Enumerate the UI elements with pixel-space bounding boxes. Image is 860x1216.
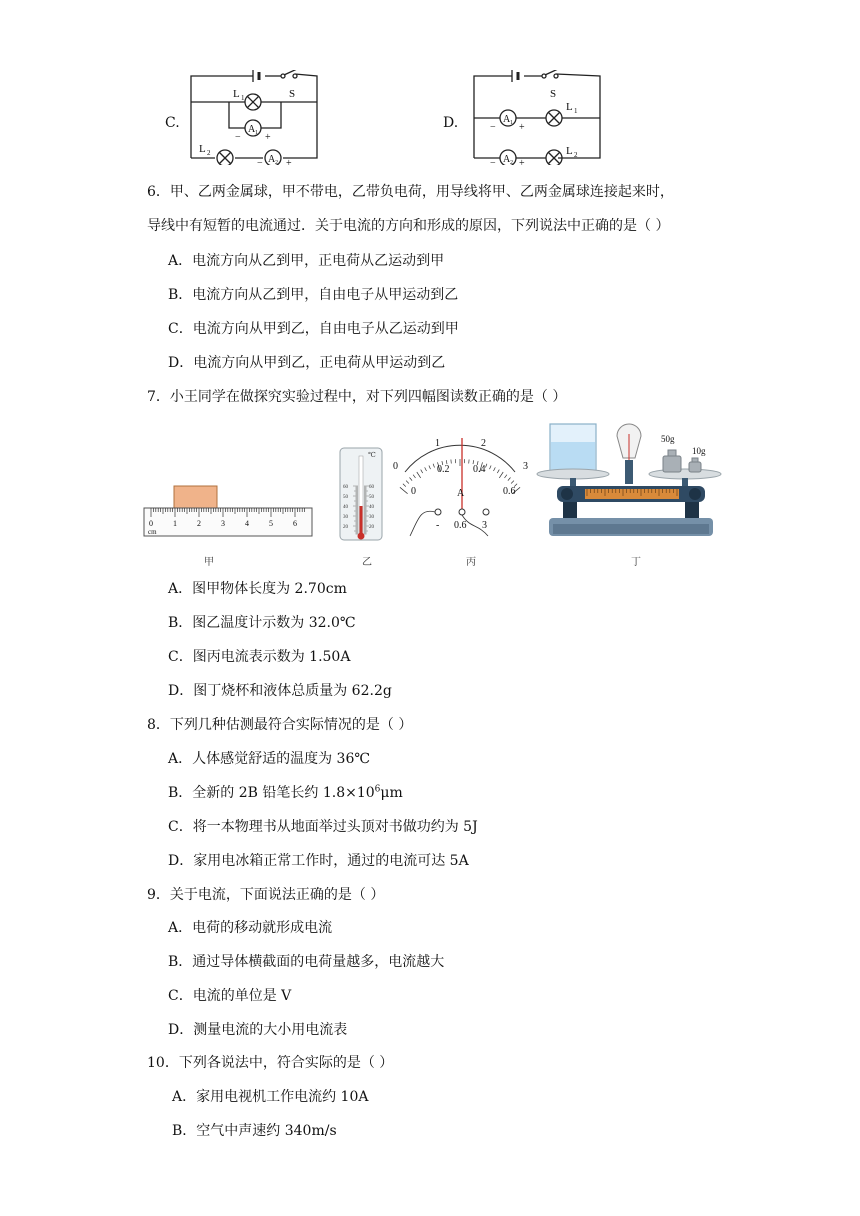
- svg-text:+: +: [286, 158, 292, 165]
- svg-text:50: 50: [369, 495, 374, 500]
- question-8-option-b: B．全新的 2B 铅笔长约 $1.8\times 10^6\mu m$: [168, 784, 403, 801]
- label-l2: L: [199, 143, 206, 155]
- svg-text:40: 40: [369, 505, 374, 510]
- svg-text:2: 2: [481, 438, 486, 449]
- question-8-option-a: A．人体感觉舒适的温度为 36℃: [168, 751, 371, 767]
- label-l1: L: [233, 88, 240, 100]
- question-6-option-d: D．电流方向从甲到乙，正电荷从甲运动到乙: [168, 355, 446, 371]
- svg-text:3: 3: [523, 461, 528, 472]
- svg-text:20: 20: [343, 525, 348, 530]
- svg-text:−: −: [235, 132, 241, 143]
- question-7-option-b: B．图乙温度计示数为 32.0℃: [168, 615, 356, 631]
- svg-text:2: 2: [207, 149, 211, 157]
- balance-figure: [535, 420, 725, 542]
- svg-text:10g: 10g: [692, 446, 706, 456]
- question-9-stem: 9．关于电流，下面说法正确的是（ ）: [147, 887, 385, 903]
- svg-text:40: 40: [343, 505, 348, 510]
- svg-text:2: 2: [197, 519, 201, 528]
- label-s: S: [289, 88, 296, 100]
- svg-text:20: 20: [369, 525, 374, 530]
- question-7-option-d: D．图丁烧杯和液体总质量为 62.2g: [168, 683, 392, 699]
- svg-text:6: 6: [293, 519, 297, 528]
- svg-text:1: 1: [435, 438, 440, 449]
- svg-text:A: A: [503, 154, 511, 165]
- ammeter-dial-figure: [390, 432, 530, 542]
- svg-text:30: 30: [343, 515, 348, 520]
- svg-text:2: 2: [574, 151, 578, 159]
- question-9-option-a: A．电荷的移动就形成电流: [168, 920, 333, 936]
- svg-text:1: 1: [241, 94, 245, 102]
- svg-text:+: +: [265, 132, 271, 143]
- svg-text:0: 0: [149, 519, 153, 528]
- svg-text:0.4: 0.4: [473, 464, 486, 475]
- question-8-stem: 8．下列几种估测最符合实际情况的是（ ）: [147, 717, 413, 733]
- figure-caption-jia: 甲: [204, 557, 214, 568]
- weight-50g-icon: [663, 456, 681, 472]
- circuit-diagram-d: [468, 70, 608, 165]
- question-10-stem: 10．下列各说法中，符合实际的是（ ）: [147, 1055, 394, 1071]
- svg-text:A: A: [248, 124, 256, 135]
- svg-text:-: -: [436, 520, 440, 531]
- svg-text:0: 0: [393, 461, 398, 472]
- svg-text:A: A: [268, 154, 276, 165]
- svg-text:0.2: 0.2: [437, 464, 450, 475]
- svg-text:4: 4: [245, 519, 249, 528]
- question-9-option-c: C．电流的单位是 V: [168, 988, 292, 1004]
- svg-text:0.6: 0.6: [503, 486, 516, 497]
- svg-text:−: −: [490, 158, 496, 165]
- question-9-option-d: D．测量电流的大小用电流表: [168, 1022, 348, 1038]
- question-6-option-b: B．电流方向从乙到甲，自由电子从甲运动到乙: [168, 287, 459, 303]
- question-10-option-a: A．家用电视机工作电流约 10A: [172, 1089, 369, 1105]
- svg-text:−: −: [490, 122, 496, 133]
- question-7-option-c: C．图丙电流表示数为 1.50A: [168, 649, 351, 665]
- thermometer-figure: [336, 446, 386, 542]
- option-c-label: C.: [165, 115, 180, 131]
- svg-text:+: +: [519, 122, 525, 133]
- svg-text:−: −: [257, 158, 263, 165]
- svg-text:3: 3: [482, 520, 487, 531]
- svg-text:3: 3: [221, 519, 225, 528]
- svg-text:1: 1: [574, 107, 578, 115]
- svg-text:0.6: 0.6: [454, 520, 467, 531]
- question-9-option-b: B．通过导体横截面的电荷量越多，电流越大: [168, 954, 445, 970]
- svg-text:+: +: [519, 158, 525, 165]
- mercury-column: [360, 506, 363, 536]
- question-8-option-c: C．将一本物理书从地面举过头顶对书做功约为 5J: [168, 819, 478, 835]
- beam-scale: [585, 489, 679, 499]
- measured-block: [174, 486, 217, 508]
- question-6-stem-line2: 导线中有短暂的电流通过．关于电流的方向和形成的原因，下列说法中正确的是（ ）: [147, 218, 670, 234]
- option-d-label: D.: [443, 115, 459, 131]
- svg-text:5: 5: [269, 519, 273, 528]
- svg-text:1: 1: [173, 519, 177, 528]
- question-10-option-b: B．空气中声速约 340m/s: [172, 1123, 337, 1139]
- question-7-option-a: A．图甲物体长度为 2.70cm: [168, 581, 347, 597]
- svg-text:50: 50: [343, 495, 348, 500]
- label-s: S: [550, 88, 557, 100]
- svg-text:60: 60: [343, 485, 348, 490]
- svg-text:℃: ℃: [368, 451, 376, 459]
- question-6-stem-line1: 6．甲、乙两金属球，甲不带电，乙带负电荷，用导线将甲、乙两金属球连接起来时，: [147, 184, 674, 200]
- question-7-stem: 7．小王同学在做探究实验过程中，对下列四幅图读数正确的是（ ）: [147, 389, 567, 405]
- ruler-figure: [140, 480, 315, 540]
- svg-text:0: 0: [411, 486, 416, 497]
- label-l1: L: [566, 101, 573, 113]
- svg-text:50g: 50g: [661, 434, 675, 444]
- svg-text:2: 2: [275, 160, 278, 165]
- svg-text:cm: cm: [148, 528, 157, 536]
- circuit-diagram-c: [185, 70, 325, 165]
- figure-caption-bing: 丙: [466, 557, 476, 568]
- svg-text:60: 60: [369, 485, 374, 490]
- svg-text:A: A: [503, 114, 511, 125]
- svg-text:2: 2: [510, 160, 513, 165]
- svg-text:1: 1: [510, 120, 513, 126]
- question-6-option-c: C．电流方向从甲到乙，自由电子从乙运动到甲: [168, 321, 459, 337]
- question-6-option-a: A．电流方向从乙到甲，正电荷从乙运动到甲: [168, 253, 445, 269]
- meter-needle-label: A: [457, 488, 465, 499]
- question-8-option-d: D．家用电冰箱正常工作时，通过的电流可达 5A: [168, 853, 469, 869]
- svg-text:1: 1: [255, 130, 258, 136]
- weight-10g-icon: [689, 462, 701, 472]
- label-l2: L: [566, 145, 573, 157]
- figure-caption-yi: 乙: [362, 557, 372, 568]
- svg-text:30: 30: [369, 515, 374, 520]
- figure-caption-ding: 丁: [631, 557, 641, 568]
